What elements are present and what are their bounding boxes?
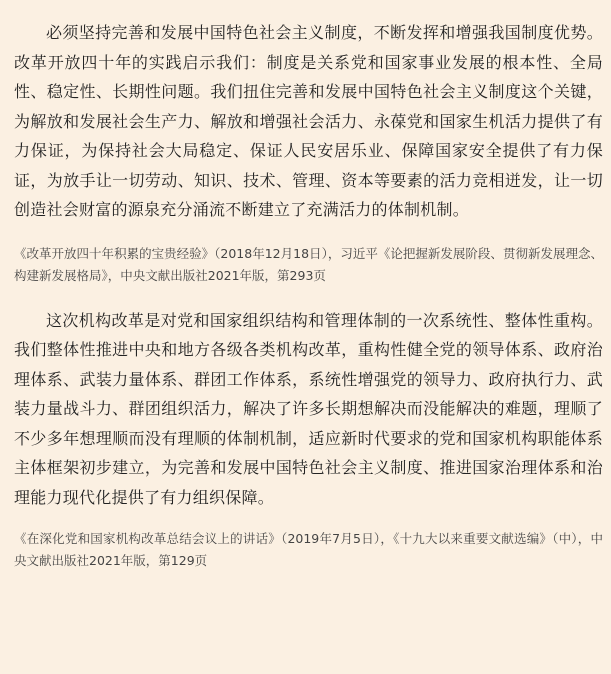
source-citation-2: 《在深化党和国家机构改革总结会议上的讲话》（2019年7月5日），《十九大以来重要文献选编》（中），中央文献出版社2021年版，第129页 (14, 531, 603, 568)
quote-paragraph-1: 必须坚持完善和发展中国特色社会主义制度，不断发挥和增强我国制度优势。改革开放四十年的实践启示我们：制度是关系党和国家事业发展的根本性、全局性、稳定性、长期性问题。我们扭住完善和发展中国特色社会主义制度这个关键，为解放和发展社会生产力、解放和增强社会活力、永葆党和国家生机活力提供了有力保证，为保持社会大局稳定、保证人民安居乐业、保障国家安全提供了有力保证，为放手让一切劳动、知识、技术、管理、资本等要素的活力竞相迸发，让一切创造社会财富的源泉充分涌流不断建立了充满活力的体制机制。 (14, 23, 603, 219)
source-citation-1: 《改革开放四十年积累的宝贵经验》（2018年12月18日），习近平《论把握新发展阶段、贯彻新发展理念、构建新发展格局》，中央文献出版社2021年版，第293页 (14, 245, 603, 283)
quote-paragraph-2: 这次机构改革是对党和国家组织结构和管理体制的一次系统性、整体性重构。我们整体性推进中央和地方各级各类机构改革，重构性健全党的领导体系、政府治理体系、武装力量体系、群团工作体系，系统性增强党的领导力、政府执行力、武装力量战斗力、群团组织活力，解决了许多长期想解决而没能解决的难题，理顺了不少多年想理顺而没有理顺的体制机制，适应新时代要求的党和国家机构职能体系主体框架初步建立，为完善和发展中国特色社会主义制度、推进国家治理体系和治理能力现代化提供了有力组织保障。 (14, 310, 603, 507)
